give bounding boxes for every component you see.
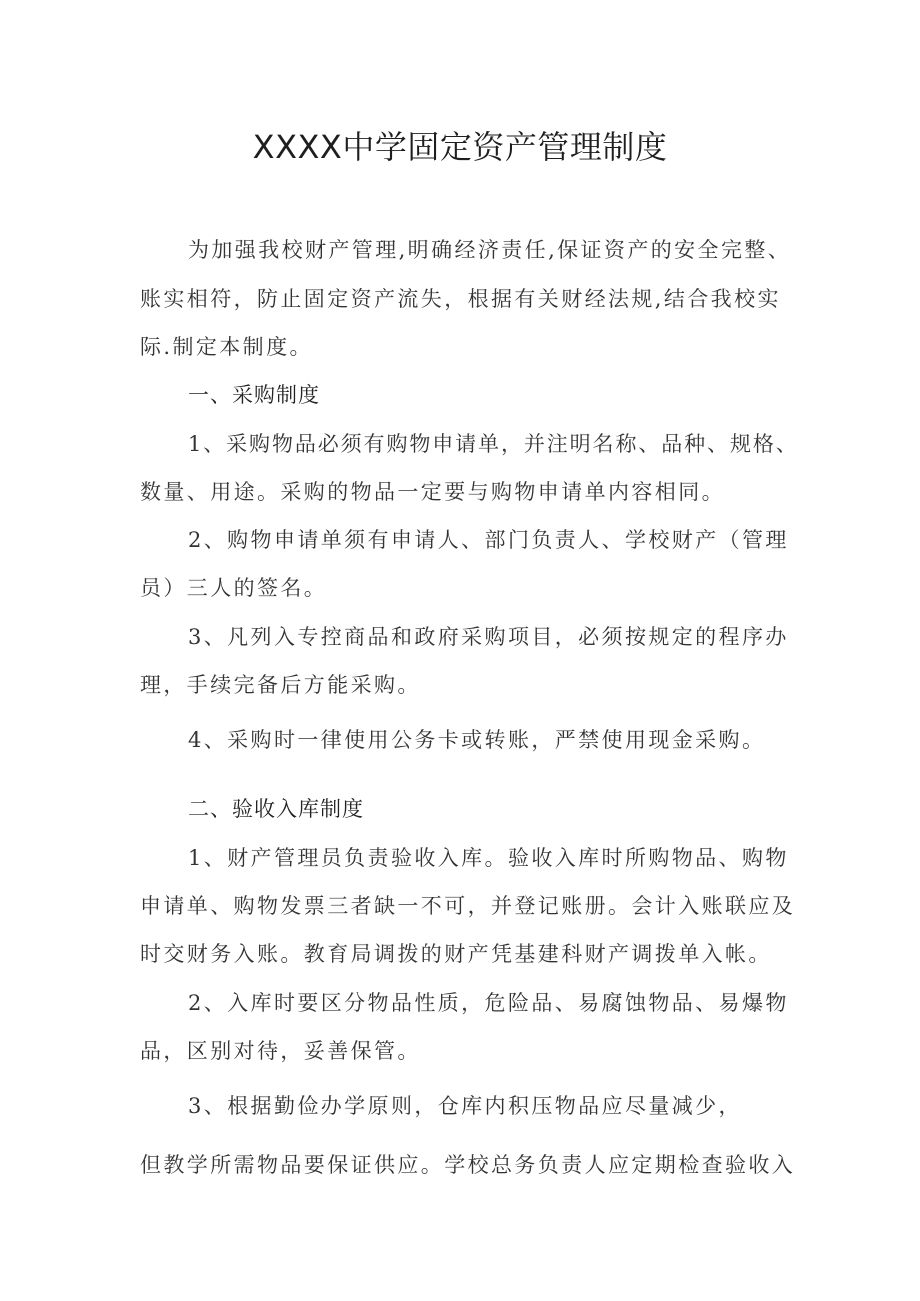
purchase-item-4-line-1: 4、采购时一律使用公务卡或转账，严禁使用现金采购。 — [188, 728, 766, 752]
warehousing-item-2-line-2: 品，区别对待，妥善保管。 — [140, 1039, 421, 1063]
warehousing-item-1-line-1: 1、财产管理员负责验收入库。验收入库时所购物品、购物 — [188, 846, 789, 870]
warehousing-item-3-line-1: 3、根据勤俭办学原则，仓库内积压物品应尽量减少， — [188, 1094, 742, 1118]
purchase-item-3-line-2: 理，手续完备后方能采购。 — [140, 673, 421, 697]
section-heading-purchase: 一、采购制度 — [188, 383, 320, 407]
section-heading-warehousing: 二、验收入库制度 — [188, 797, 364, 821]
document-title: XXXX中学固定资产管理制度 — [252, 128, 668, 166]
intro-line-2: 账实相符，防止固定资产流失，根据有关财经法规,结合我校实 — [140, 287, 781, 311]
warehousing-item-1-line-3: 时交财务入账。教育局调拨的财产凭基建科财产调拨单入帐。 — [140, 942, 772, 966]
warehousing-item-1-line-2: 申请单、购物发票三者缺一不可，并登记账册。会计入账联应及 — [140, 894, 796, 918]
purchase-item-1-line-2: 数量、用途。采购的物品一定要与购物申请单内容相同。 — [140, 480, 725, 504]
purchase-item-2-line-1: 2、购物申请单须有申请人、部门负责人、学校财产（管理 — [188, 528, 789, 552]
purchase-item-2-line-2: 员）三人的签名。 — [140, 576, 328, 600]
warehousing-item-3-line-2: 但教学所需物品要保证供应。学校总务负责人应定期检查验收入 — [140, 1153, 796, 1177]
warehousing-item-2-line-1: 2、入库时要区分物品性质，危险品、易腐蚀物品、易爆物 — [188, 991, 789, 1015]
intro-line-1: 为加强我校财产管理,明确经济责任,保证资产的安全完整、 — [188, 238, 792, 262]
purchase-item-3-line-1: 3、凡列入专控商品和政府采购项目，必须按规定的程序办 — [188, 625, 789, 649]
purchase-item-1-line-1: 1、采购物品必须有购物申请单，并注明名称、品种、规格、 — [188, 432, 799, 456]
intro-line-3: 际.制定本制度。 — [140, 335, 313, 359]
